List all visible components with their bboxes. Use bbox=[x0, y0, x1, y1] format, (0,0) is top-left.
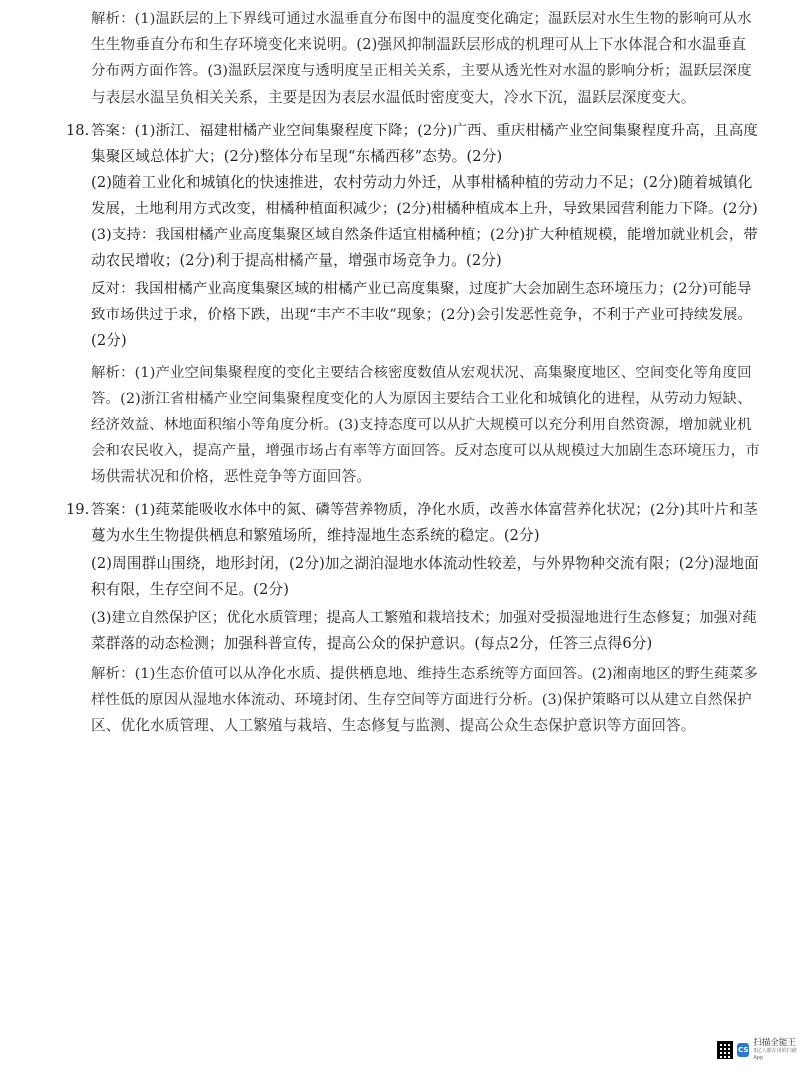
text-line: 与表层水温呈负相关关系，主要是因为表层水温低时密度变大，冷水下沉，温跃层深度变大。 bbox=[91, 89, 696, 106]
text-line: 经济效益、林地面积缩小等角度分析。(3)支持态度可以从扩大规模可以充分利用自然资源，增加就业机 bbox=[91, 417, 752, 433]
text-line: 生生物垂直分布和生存环境变化来说明。(2)强风抑制温跃层形成的机理可从上下水体混合和水温垂直 bbox=[91, 36, 747, 53]
text-line: 区、优化水质管理、人工繁殖与栽培、生态修复与监测、提高公众生态保护意识等方面回答。 bbox=[91, 717, 696, 734]
text-line: (2分) bbox=[91, 332, 127, 349]
camscanner-logo-icon: CS bbox=[737, 1043, 749, 1057]
text-line: 分布两方面作答。(3)温跃层深度与透明度呈正相关关系，主要从透光性对水温的影响分析；温跃层深度 bbox=[91, 63, 752, 79]
text-line: 动农民增收；(2分)利于提高柑橘产量，增强市场竞争力。(2分) bbox=[91, 252, 502, 269]
text-line: 答。(2)浙江省柑橘产业空间集聚程度变化的人为原因主要结合工业化和城镇化的进程，从劳动力短缺、 bbox=[91, 391, 752, 407]
text-line: 蔓为水生生物提供栖息和繁殖场所，维持湿地生态系统的稳定。(2分) bbox=[91, 527, 540, 544]
text-line: (2)随着工业化和城镇化的快速推进，农村劳动力外迁，从事柑橘种植的劳动力不足；(2分)随着城镇化 bbox=[91, 174, 753, 191]
text-line: 样性低的原因从湿地水体流动、环境封闭、生存空间等方面进行分析。(3)保护策略可以从建立自然保护 bbox=[91, 692, 752, 708]
text-line: 会和农民收入，提高产量，增强市场占有率等方面回答。反对态度可以从规模过大加剧生态环境压力，市 bbox=[91, 443, 760, 459]
text-line: 场供需状况和价格，恶性竞争等方面回答。 bbox=[91, 468, 372, 485]
text-line: (3)建立自然保护区；优化水质管理；提高人工繁殖和栽培技术；加强对受损湿地进行生态修复；加强对莼 bbox=[91, 610, 757, 626]
question-number: 18. bbox=[66, 122, 90, 139]
text-line: 反对：我国柑橘产业高度集聚区域的柑橘产业已高度集聚，过度扩大会加剧生态环境压力；(2分)可能导 bbox=[91, 281, 752, 297]
text-line: (2)周围群山围绕，地形封闭，(2分)加之湖泊湿地水体流动性较差，与外界物种交流有限；(2分)湿地面 bbox=[91, 555, 759, 572]
qr-code-icon bbox=[717, 1041, 733, 1059]
text-line: 答案：(1)浙江、福建柑橘产业空间集聚程度下降；(2分)广西、重庆柑橘产业空间集聚程度升高，且高度 bbox=[91, 123, 758, 139]
text-line: 积有限，生存空间不足。(2分) bbox=[91, 581, 290, 598]
text-line: 致市场供过于求，价格下跌，出现“丰产不丰收”现象；(2分)会引发恶性竞争，不利于产业可持续发展。 bbox=[91, 307, 753, 323]
scanner-watermark bbox=[717, 1038, 800, 1062]
question-number: 19. bbox=[66, 501, 90, 518]
text-line: (3)支持：我国柑橘产业高度集聚区域自然条件适宜柑橘种植；(2分)扩大种植规模，能增加就业机会，带 bbox=[91, 227, 758, 243]
text-line: 解析：(1)温跃层的上下界线可通过水温垂直分布图中的温度变化确定；温跃层对水生生物的影响可从水 bbox=[91, 11, 752, 27]
scanner-app-name: 扫描全能王 bbox=[753, 1038, 796, 1048]
text-line: 解析：(1)产业空间集聚程度的变化主要结合核密度数值从宏观状况、高集聚度地区、空间变化等角度回 bbox=[91, 365, 752, 381]
text-line: 发展，土地利用方式改变，柑橘种植面积减少；(2分)柑橘种植成本上升，导致果园营利能力下降。(2分) bbox=[91, 201, 758, 217]
text-line: 答案：(1)莼菜能吸收水体中的氮、磷等营养物质，净化水质，改善水体富营养化状况；(2分)其叶片和茎 bbox=[91, 502, 758, 518]
text-line: 集聚区域总体扩大；(2分)整体分布呈现“东橘西移”态势。(2分) bbox=[91, 148, 503, 165]
text-line: 菜群落的动态检测；加强科普宣传，提高公众的保护意识。(每点2分，任答三点得6分) bbox=[91, 635, 653, 652]
text-line: 解析：(1)生态价值可以从净化水质、提供栖息地、维持生态系统等方面回答。(2)湘南地区的野生莼菜多 bbox=[91, 666, 758, 682]
scanner-app-tagline: 3亿人都在用的扫描App bbox=[753, 1048, 797, 1061]
